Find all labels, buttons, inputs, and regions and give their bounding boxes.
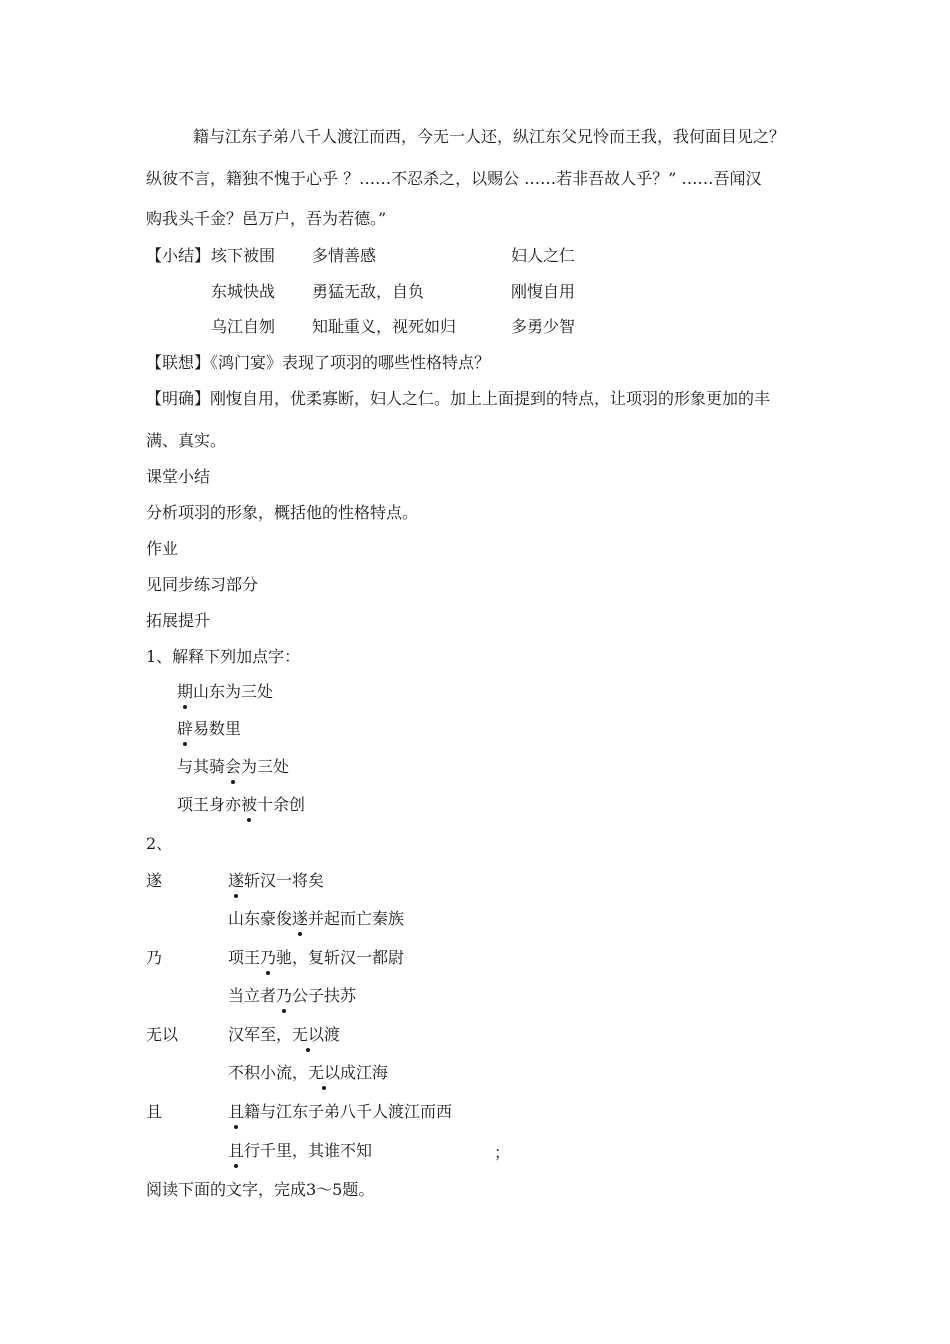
dotted-char: 无以 — [292, 1025, 325, 1044]
clarify-line: 满、真实。 — [146, 431, 227, 450]
extension-heading: 拓展提升 — [146, 611, 211, 630]
q2-sentence-post: 籍与江东子弟八千人渡江而西 — [244, 1102, 453, 1121]
q1-item — [177, 682, 273, 702]
dotted-char: 且 — [228, 1102, 245, 1121]
q2-sentence — [228, 1063, 388, 1083]
dotted-char: 被 — [241, 795, 258, 814]
q2-sentence-pre: 项王 — [228, 948, 261, 967]
passage-line: 购我头千金？邑万户，吾为若德。” — [146, 209, 387, 228]
dotted-char: 遂 — [228, 871, 245, 890]
q1-item-post: 山东为三处 — [193, 682, 274, 701]
dotted-char: 且 — [228, 1141, 245, 1160]
q1-item — [177, 795, 305, 815]
dotted-char: 乃 — [260, 948, 277, 967]
q2-sentence-post: 公子扶苏 — [292, 986, 357, 1005]
dotted-char: 期 — [177, 682, 194, 701]
passage-line: 纵彼不言，籍独不愧于心乎 ？……不忍杀之，以赐公 ……若非吾故人乎？” ……吾闻汉 — [146, 169, 762, 188]
homework-heading: 作业 — [146, 539, 179, 558]
dotted-char: 遂 — [292, 909, 309, 928]
q2-sentence — [228, 948, 404, 968]
q2-sentence-post: 斩汉一将矣 — [244, 871, 325, 890]
q2-sentence-pre: 汉军至， — [228, 1025, 293, 1044]
summary-trait: 勇猛无敌，自负 — [312, 282, 425, 301]
q2-sentence-post: 成江海 — [340, 1063, 389, 1082]
q1-item — [177, 719, 241, 739]
dotted-char: 乃 — [276, 986, 293, 1005]
q2-sentence-post: 渡 — [324, 1025, 341, 1044]
dotted-char: 无以 — [308, 1063, 341, 1082]
q2-word: 且 — [146, 1102, 163, 1121]
q1-item-post: 为三处 — [241, 757, 290, 776]
summary-trait: 多情善感 — [312, 246, 377, 265]
q1-title: 1、解释下列加点字： — [146, 647, 301, 666]
summary-trait2: 多勇少智 — [511, 317, 576, 336]
q2-sentence-pre: 当立者 — [228, 986, 277, 1005]
summary-event: 垓下被围 — [211, 246, 276, 265]
q2-sentence — [228, 909, 404, 929]
q2-sentence-post: 并起而亡秦族 — [308, 909, 405, 928]
q1-item-pre: 与其骑 — [177, 757, 226, 776]
q2-sentence-pre: 不积小流， — [228, 1063, 309, 1082]
dotted-char: 辟 — [177, 719, 194, 738]
q2-title: 2、 — [146, 834, 173, 853]
summary-label: 【小结】 — [146, 246, 211, 265]
q2-sentence — [228, 871, 324, 891]
summary-trait2: 妇人之仁 — [511, 246, 576, 265]
homework-text: 见同步练习部分 — [146, 575, 259, 594]
passage-line: 籍与江东子弟八千人渡江而西，今无一人还，纵江东父兄怜而王我，我何面目见之？ — [193, 127, 786, 146]
q1-item-post: 十余创 — [257, 795, 306, 814]
q2-sentence-post: 驰，复斩汉一都尉 — [276, 948, 405, 967]
q2-word: 无以 — [146, 1025, 179, 1044]
summary-event: 乌江自刎 — [211, 317, 276, 336]
q2-sentence — [228, 1025, 340, 1045]
q2-word: 遂 — [146, 871, 163, 890]
q2-word: 乃 — [146, 948, 163, 967]
summary-event: 东城快战 — [211, 282, 276, 301]
q2-sentence — [228, 1141, 372, 1161]
class-summary-text: 分析项羽的形象，概括他的性格特点。 — [146, 503, 419, 522]
q1-item-post: 易数里 — [193, 719, 242, 738]
q2-sentence-pre: 山东豪俊 — [228, 909, 293, 928]
q2-sentence-post: 行千里，其谁不知 — [244, 1141, 373, 1160]
summary-trait2: 刚愎自用 — [511, 282, 576, 301]
q2-sentence — [228, 1102, 452, 1122]
reading-prompt: 阅读下面的文字，完成3～5题。 — [146, 1180, 375, 1199]
trailing-semicolon: ； — [494, 1143, 511, 1162]
q2-sentence — [228, 986, 356, 1006]
q1-item-pre: 项王身亦 — [177, 795, 242, 814]
summary-trait: 知耻重义，视死如归 — [312, 317, 457, 336]
clarify-line: 【明确】刚愎自用，优柔寡断，妇人之仁。加上上面提到的特点，让项羽的形象更加的丰 — [146, 389, 771, 408]
q1-item — [177, 757, 289, 777]
dotted-char: 会 — [225, 757, 242, 776]
class-summary-heading: 课堂小结 — [146, 467, 211, 486]
association-question: 【联想】《鸿门宴》表现了项羽的哪些性格特点？ — [146, 353, 491, 372]
